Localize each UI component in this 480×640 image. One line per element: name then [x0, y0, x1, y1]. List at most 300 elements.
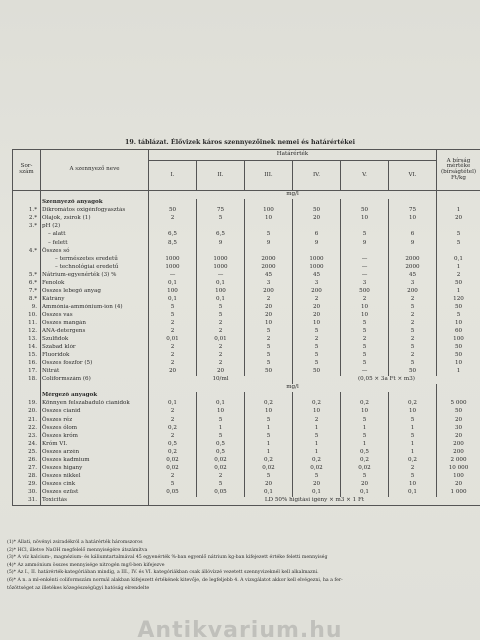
- limit-value: 0,2: [341, 400, 389, 408]
- limit-value: 5: [245, 352, 293, 360]
- limit-value: 0,2: [245, 400, 293, 408]
- limit-value: 1000: [293, 263, 341, 271]
- limit-value: 2: [149, 352, 197, 360]
- section-heading: Mérgező anyagok: [41, 392, 149, 400]
- limit-value: 0,2: [245, 457, 293, 465]
- limit-value: [149, 223, 197, 231]
- limit-value: 2000: [389, 263, 437, 271]
- limit-value: 2: [149, 360, 197, 368]
- pollutant-name: Összes foszfor (5): [41, 360, 149, 368]
- limit-value: 5: [293, 473, 341, 481]
- limit-value: 0,1: [341, 489, 389, 497]
- limit-value: 5: [245, 416, 293, 424]
- limit-value: 5: [389, 328, 437, 336]
- limit-value: 20: [293, 312, 341, 320]
- row-number: 26.: [13, 457, 41, 465]
- limit-value: 1: [197, 424, 245, 432]
- footnote: (4)* Az ammónium összes mennyisége nitrogén mg/l-ben kifejezve: [7, 562, 165, 568]
- pollutant-name: Kátrány: [41, 296, 149, 304]
- limit-value: 200: [245, 288, 293, 296]
- fine-value: 10: [437, 320, 480, 328]
- table-row: [13, 368, 480, 376]
- row-number: 13.: [13, 336, 41, 344]
- pollutant-name: Összes mangán: [41, 320, 149, 328]
- limit-value: 2: [389, 352, 437, 360]
- limit-value: 9: [389, 239, 437, 247]
- limit-value: 2: [149, 473, 197, 481]
- limit-value: 6: [293, 231, 341, 239]
- limit-value: 1000: [197, 255, 245, 263]
- fine-value: 0,1: [437, 255, 480, 263]
- row-number: 24.: [13, 440, 41, 448]
- limit-value: 0,5: [197, 449, 245, 457]
- limit-value: 2: [149, 344, 197, 352]
- pollutant-name: Könnyen felszabaduló cianidok: [41, 400, 149, 408]
- limit-value: 0,02: [149, 465, 197, 473]
- row-number: [13, 239, 41, 247]
- pollutant-limits-table: [12, 149, 480, 506]
- row-number: 12.: [13, 328, 41, 336]
- limit-value: 0,2: [341, 457, 389, 465]
- limit-value: 0,2: [389, 400, 437, 408]
- row-number: 2.*: [13, 215, 41, 223]
- table-row: [13, 400, 480, 408]
- value-cell: [293, 199, 341, 207]
- table-row: [13, 207, 480, 215]
- limit-value: [197, 247, 245, 255]
- limit-value: —: [197, 271, 245, 279]
- limit-value: 0,5: [149, 440, 197, 448]
- limit-value: 50: [293, 368, 341, 376]
- limit-value: 2: [149, 408, 197, 416]
- fine-value: 100: [437, 336, 480, 344]
- limit-value: 20: [293, 215, 341, 223]
- limit-value: 5: [389, 304, 437, 312]
- limit-value: 0,2: [293, 400, 341, 408]
- footnote: tőzöttséget az illetékes közegészségügyi hatóság elrendelte: [7, 585, 150, 591]
- footnote: (6)* A n. a ml-enkénti coliformszám normál alakban kifejezett értékének kitevője, de legfeljebb 4. A vizsgálatot akkor kell elvégezni, ha a fer-: [7, 577, 343, 583]
- table-row: [13, 408, 480, 416]
- fine-value: 20: [437, 481, 480, 489]
- pollutant-name: – természetes eredetű: [41, 255, 149, 263]
- fine-value: 200: [437, 440, 480, 448]
- limit-value: 0,1: [197, 296, 245, 304]
- limit-value: 2: [293, 336, 341, 344]
- value-cell: [245, 199, 293, 207]
- table-row: [13, 255, 480, 263]
- limit-value: —: [149, 271, 197, 279]
- limit-value: [293, 247, 341, 255]
- limit-value: 3: [293, 280, 341, 288]
- limit-value: 0,01: [149, 336, 197, 344]
- limit-value: 2: [245, 296, 293, 304]
- limit-value: 5: [293, 352, 341, 360]
- table-row: [13, 352, 480, 360]
- limit-value: 1: [245, 440, 293, 448]
- pollutant-name: Szulfidok: [41, 336, 149, 344]
- limit-value: 8,5: [149, 239, 197, 247]
- limit-value: 1000: [149, 255, 197, 263]
- limit-value: 10: [341, 304, 389, 312]
- limit-value: 5: [245, 432, 293, 440]
- limit-value: 0,02: [149, 457, 197, 465]
- fine-value: 100: [437, 473, 480, 481]
- pollutant-name: Összes króm: [41, 432, 149, 440]
- limit-value: 2: [389, 296, 437, 304]
- limit-value: 2: [293, 296, 341, 304]
- limit-value: 10: [245, 320, 293, 328]
- row-number: 1.*: [13, 207, 41, 215]
- row-number: 14.: [13, 344, 41, 352]
- limit-value: 5: [341, 416, 389, 424]
- limit-value: 2: [341, 296, 389, 304]
- value-cell: [389, 199, 437, 207]
- fine-value: 10: [437, 360, 480, 368]
- fine-value: 120: [437, 296, 480, 304]
- row-number: 10.: [13, 312, 41, 320]
- limit-value: 2: [149, 328, 197, 336]
- fine-value: 1: [437, 368, 480, 376]
- pollutant-name: Összes vas: [41, 312, 149, 320]
- fine-value: 50: [437, 408, 480, 416]
- table-row: [13, 304, 480, 312]
- limit-value: 50: [389, 368, 437, 376]
- limit-value: 5: [197, 215, 245, 223]
- table-row: [13, 489, 480, 497]
- footnotes: [7, 539, 472, 592]
- row-number: [13, 263, 41, 271]
- limit-value: 0,02: [293, 465, 341, 473]
- limit-value: 9: [293, 239, 341, 247]
- limit-value: 0,01: [197, 336, 245, 344]
- limit-value: 6,5: [197, 231, 245, 239]
- limit-value: 0,02: [197, 457, 245, 465]
- limit-value: 5: [197, 312, 245, 320]
- limit-value: 1: [245, 449, 293, 457]
- row-number: 6.*: [13, 280, 41, 288]
- limit-value: 3: [389, 280, 437, 288]
- limit-value: 5: [341, 473, 389, 481]
- limit-value: 200: [293, 288, 341, 296]
- footnote: (3)* A víz kalcium-, magnézium- és káliumtartalmával 45 egyenérték %-ban egyenlő nátrium kg-ban kifejezett értéke feletti mennyiség: [7, 555, 328, 561]
- row-number-cell: [13, 199, 41, 207]
- limit-value: 1: [389, 424, 437, 432]
- limit-value: [341, 223, 389, 231]
- limit-value: 20: [293, 481, 341, 489]
- table-row: [13, 392, 480, 400]
- limit-value: [245, 223, 293, 231]
- fine-value: 5: [437, 239, 480, 247]
- table-row: [13, 376, 480, 384]
- limit-value: 45: [293, 271, 341, 279]
- table-row: [13, 215, 480, 223]
- header-row-number: Sor-szám: [13, 150, 41, 191]
- row-number: 17.: [13, 368, 41, 376]
- value-cell: [197, 392, 245, 400]
- fine-value: 2 000: [437, 457, 480, 465]
- limit-value: 500: [341, 288, 389, 296]
- pollutant-name: – felett: [41, 239, 149, 247]
- limit-value: 9: [341, 239, 389, 247]
- header-category-5: V.: [341, 161, 389, 191]
- table-row: [13, 296, 480, 304]
- pollutant-name: Összes cianid: [41, 408, 149, 416]
- row-number-cell: [13, 384, 41, 392]
- limit-value: 2: [197, 328, 245, 336]
- limit-value: 20: [149, 368, 197, 376]
- pollutant-name: Fluoridok: [41, 352, 149, 360]
- pollutant-name: Nitrát: [41, 368, 149, 376]
- limit-value: 5: [197, 432, 245, 440]
- table-row: [13, 223, 480, 231]
- fine-value: [437, 247, 480, 255]
- limit-value: [293, 223, 341, 231]
- limit-value: 2: [149, 215, 197, 223]
- pollutant-name: Szabad klór: [41, 344, 149, 352]
- limit-value: 0,1: [149, 400, 197, 408]
- table-row: [13, 239, 480, 247]
- limit-value: 1: [245, 424, 293, 432]
- header-category-1: I.: [149, 161, 197, 191]
- row-number: 30.: [13, 489, 41, 497]
- value-cell: [245, 392, 293, 400]
- value-cell: [293, 392, 341, 400]
- fine-value: 20: [437, 432, 480, 440]
- pollutant-name: Összes kadmium: [41, 457, 149, 465]
- limit-value: —: [341, 263, 389, 271]
- limit-value: 5: [341, 432, 389, 440]
- limit-value: 50: [293, 207, 341, 215]
- table-row: [13, 465, 480, 473]
- limit-value: —: [341, 255, 389, 263]
- limit-value: 2: [197, 473, 245, 481]
- fine-cell: [437, 191, 480, 200]
- pollutant-name: Összes réz: [41, 416, 149, 424]
- row-number: [13, 231, 41, 239]
- limit-value: 5: [341, 360, 389, 368]
- limit-value: 20: [341, 481, 389, 489]
- limit-value: 2: [197, 352, 245, 360]
- limit-value: 5: [245, 344, 293, 352]
- limit-value: [149, 247, 197, 255]
- limit-value: 2: [197, 320, 245, 328]
- table-row: [13, 320, 480, 328]
- name-cell: [41, 191, 149, 200]
- table-row: [13, 191, 480, 200]
- table-row: [13, 312, 480, 320]
- limit-value: 10: [341, 408, 389, 416]
- limit-value: 2: [149, 432, 197, 440]
- limit-value: 10: [341, 215, 389, 223]
- limit-value: 5: [245, 473, 293, 481]
- limit-value: 10: [389, 408, 437, 416]
- limit-value: 1000: [197, 263, 245, 271]
- limit-value: 2000: [245, 263, 293, 271]
- table-row: [13, 263, 480, 271]
- pollutant-name: Összes higany: [41, 465, 149, 473]
- limit-value: 2: [149, 416, 197, 424]
- row-number: 31.: [13, 497, 41, 506]
- limit-value: 20: [197, 368, 245, 376]
- pollutant-name: Olajok, zsírok (1): [41, 215, 149, 223]
- limit-value: 10: [389, 215, 437, 223]
- limit-value: 1: [293, 424, 341, 432]
- limit-value: 10: [293, 408, 341, 416]
- limit-value: 50: [245, 368, 293, 376]
- footnote: (1)* Állati, növényi zsiradékról a határérték háromszoros: [7, 540, 143, 545]
- limit-value: 2: [149, 320, 197, 328]
- footnote: (2)* HCl, illetve NaOH megfelelő mennyiségére átszámítva: [7, 547, 148, 553]
- table-row: [13, 416, 480, 424]
- value-cell: [389, 392, 437, 400]
- row-number: [13, 255, 41, 263]
- fine-value: 50: [437, 280, 480, 288]
- row-number: 22.: [13, 424, 41, 432]
- header-category-6: VI.: [389, 161, 437, 191]
- value-cell: [341, 199, 389, 207]
- limit-value: 5: [341, 352, 389, 360]
- limit-value: 20: [245, 304, 293, 312]
- limit-value: 5: [149, 481, 197, 489]
- limit-value: 5: [149, 304, 197, 312]
- limit-value: 1000: [149, 263, 197, 271]
- pollutant-name: Összes arzén: [41, 449, 149, 457]
- row-number: 8.*: [13, 296, 41, 304]
- table-row: [13, 247, 480, 255]
- row-number: 11.: [13, 320, 41, 328]
- limit-value: 6: [389, 231, 437, 239]
- limit-value: 2: [197, 344, 245, 352]
- limit-value: 5: [197, 481, 245, 489]
- table-row: [13, 336, 480, 344]
- row-number: 4.*: [13, 247, 41, 255]
- limit-value: 0,2: [149, 424, 197, 432]
- row-number-cell: [13, 392, 41, 400]
- limit-value: 0,02: [245, 465, 293, 473]
- limit-value: 45: [245, 271, 293, 279]
- header-category-4: IV.: [293, 161, 341, 191]
- value-cell: [149, 199, 197, 207]
- table-row: [13, 344, 480, 352]
- fine-value: 20: [437, 416, 480, 424]
- row-number: 16.: [13, 360, 41, 368]
- limit-value: 0,2: [149, 449, 197, 457]
- limit-value: 10: [341, 312, 389, 320]
- limit-value: 0,1: [197, 280, 245, 288]
- limit-value: 45: [389, 271, 437, 279]
- table-row: [13, 199, 480, 207]
- limit-value: 5: [341, 231, 389, 239]
- limit-value: 2000: [245, 255, 293, 263]
- table-row: [13, 432, 480, 440]
- table-row: [13, 449, 480, 457]
- limit-value: 9: [245, 239, 293, 247]
- limit-value: 5: [341, 320, 389, 328]
- limit-value: 10: [245, 215, 293, 223]
- fine-cell: [437, 199, 480, 207]
- row-number: 25.: [13, 449, 41, 457]
- unit-label: mg/l: [149, 384, 437, 392]
- limit-value: 0,1: [149, 296, 197, 304]
- limit-value: 5: [293, 432, 341, 440]
- pollutant-name: Ammónia-ammónium-ion (4): [41, 304, 149, 312]
- table-row: [13, 424, 480, 432]
- fine-cell: [437, 384, 480, 392]
- pollutant-name: Dikromátos oxigénfogyasztás: [41, 207, 149, 215]
- pollutant-name: Nátrium-egyenérték (3) %: [41, 271, 149, 279]
- limit-value: 1: [293, 449, 341, 457]
- limit-value: 5: [197, 416, 245, 424]
- fine-value: 1 000: [437, 489, 480, 497]
- limit-value: 0,1: [149, 280, 197, 288]
- pollutant-name: Fenolok: [41, 280, 149, 288]
- limit-value: 0,2: [389, 457, 437, 465]
- table-row: [13, 360, 480, 368]
- limit-value: 5: [341, 344, 389, 352]
- fine-value: 5 000: [437, 400, 480, 408]
- table-row: [13, 384, 480, 392]
- limit-value: 5: [341, 328, 389, 336]
- limit-value: 1000: [293, 255, 341, 263]
- limit-value: 0,02: [197, 465, 245, 473]
- limit-value: 200: [389, 288, 437, 296]
- table-row: [13, 481, 480, 489]
- limit-value: 5: [389, 473, 437, 481]
- row-number: 28.: [13, 473, 41, 481]
- limit-value: 2: [197, 360, 245, 368]
- row-number: 3.*: [13, 223, 41, 231]
- limit-value: 0,5: [197, 440, 245, 448]
- table-row: [13, 473, 480, 481]
- limit-value: 10: [245, 408, 293, 416]
- pollutant-name: pH (2): [41, 223, 149, 231]
- limit-value: 9: [197, 239, 245, 247]
- value-cell: [341, 392, 389, 400]
- limit-value: 1: [389, 449, 437, 457]
- row-number: 21.: [13, 416, 41, 424]
- limit-value: 0,02: [341, 465, 389, 473]
- row-number: 19.: [13, 400, 41, 408]
- limit-value: 75: [197, 207, 245, 215]
- pollutant-name: Összes só: [41, 247, 149, 255]
- limit-value: 2: [245, 336, 293, 344]
- limit-value: 1: [293, 440, 341, 448]
- row-number-cell: [13, 191, 41, 200]
- row-number: 18.: [13, 376, 41, 384]
- limit-value: 5: [389, 344, 437, 352]
- pollutant-name: Összes lebegő anyag: [41, 288, 149, 296]
- limit-value: 2: [293, 416, 341, 424]
- pollutant-name: Összes ezüst: [41, 489, 149, 497]
- pollutant-name: Króm VI.: [41, 440, 149, 448]
- table-row: [13, 328, 480, 336]
- limit-value: 5: [389, 416, 437, 424]
- fine-value: 50: [437, 344, 480, 352]
- pollutant-name: Összes ólom: [41, 424, 149, 432]
- limit-value: [341, 247, 389, 255]
- limit-value: 5: [245, 231, 293, 239]
- coliform-limit-a: 10/ml: [149, 376, 293, 384]
- limit-value: 75: [389, 207, 437, 215]
- limit-value: 20: [245, 481, 293, 489]
- row-number: 7.*: [13, 288, 41, 296]
- fine-value: 1: [437, 207, 480, 215]
- header-category-2: II.: [197, 161, 245, 191]
- value-cell: [197, 199, 245, 207]
- limit-value: 0,1: [197, 400, 245, 408]
- limit-value: 100: [245, 207, 293, 215]
- limit-value: 6,5: [149, 231, 197, 239]
